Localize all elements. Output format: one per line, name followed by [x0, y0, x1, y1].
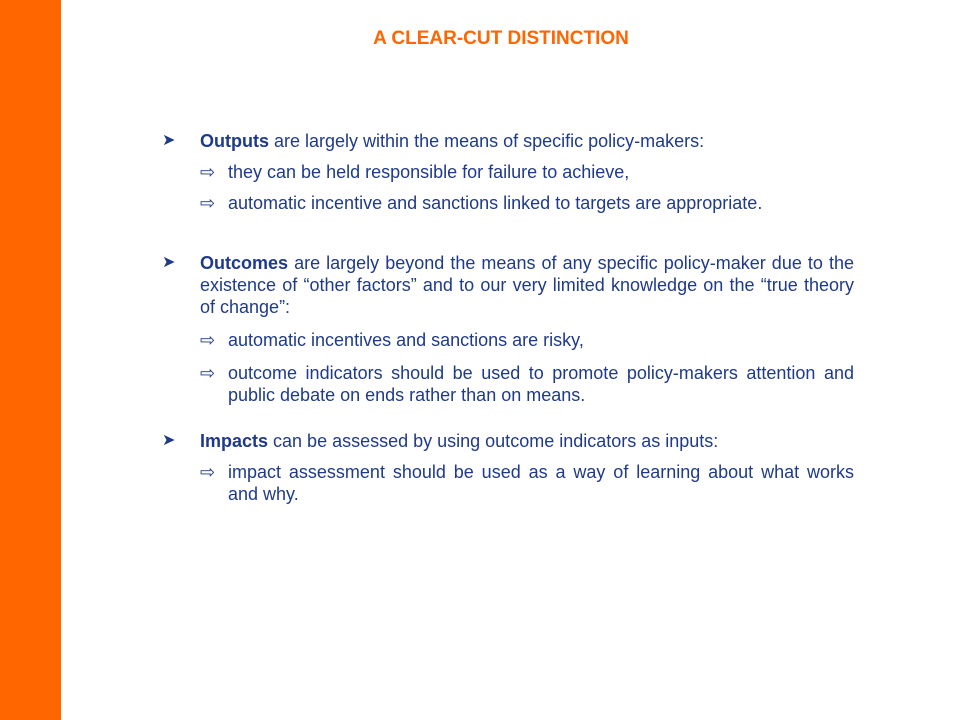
bullet-text: are largely beyond the means of any specific policy-maker due to the existence of “other factors” and to our very limited knowledge on the “true theory of change”:	[200, 253, 854, 317]
sub-point	[160, 161, 854, 183]
outline-right-arrow-icon: ⇨	[200, 330, 216, 350]
bullet-bold-term: Impacts	[200, 431, 269, 451]
outline-right-arrow-icon: ⇨	[200, 462, 216, 482]
outline-right-arrow-icon: ⇨	[200, 363, 216, 383]
sub-point	[160, 329, 854, 351]
sub-point-text: automatic incentives and sanctions are risky,	[228, 330, 584, 350]
sub-point-text: automatic incentive and sanctions linked to targets are appropriate.	[228, 193, 763, 213]
sub-point-text: outcome indicators should be used to promote policy-makers attention and public debate on ends rather than on means.	[228, 363, 854, 405]
slide-content	[160, 130, 854, 505]
sub-point-text: impact assessment should be used as a way of learning about what works and why.	[228, 462, 854, 504]
arrowhead-bullet-icon: ➤	[162, 254, 176, 271]
bullet-outcomes	[160, 252, 854, 318]
bullet-bold-term: Outputs	[200, 131, 269, 151]
bullet-bold-term: Outcomes	[200, 253, 289, 273]
arrowhead-bullet-icon: ➤	[162, 132, 176, 149]
slide-title: A CLEAR-CUT DISTINCTION	[373, 28, 629, 49]
sub-point	[160, 192, 854, 214]
sub-point	[160, 461, 854, 505]
bullet-outputs	[160, 130, 854, 152]
outline-right-arrow-icon: ⇨	[200, 162, 216, 182]
sub-point-text: they can be held responsible for failure to achieve,	[228, 162, 630, 182]
arrowhead-bullet-icon: ➤	[162, 432, 176, 449]
bullet-text: can be assessed by using outcome indicators as inputs:	[268, 431, 719, 451]
bullet-impacts	[160, 430, 854, 452]
bullet-text: are largely within the means of specific policy-makers:	[269, 131, 705, 151]
orange-side-bar	[0, 0, 61, 720]
outline-right-arrow-icon: ⇨	[200, 193, 216, 213]
sub-point	[160, 362, 854, 406]
